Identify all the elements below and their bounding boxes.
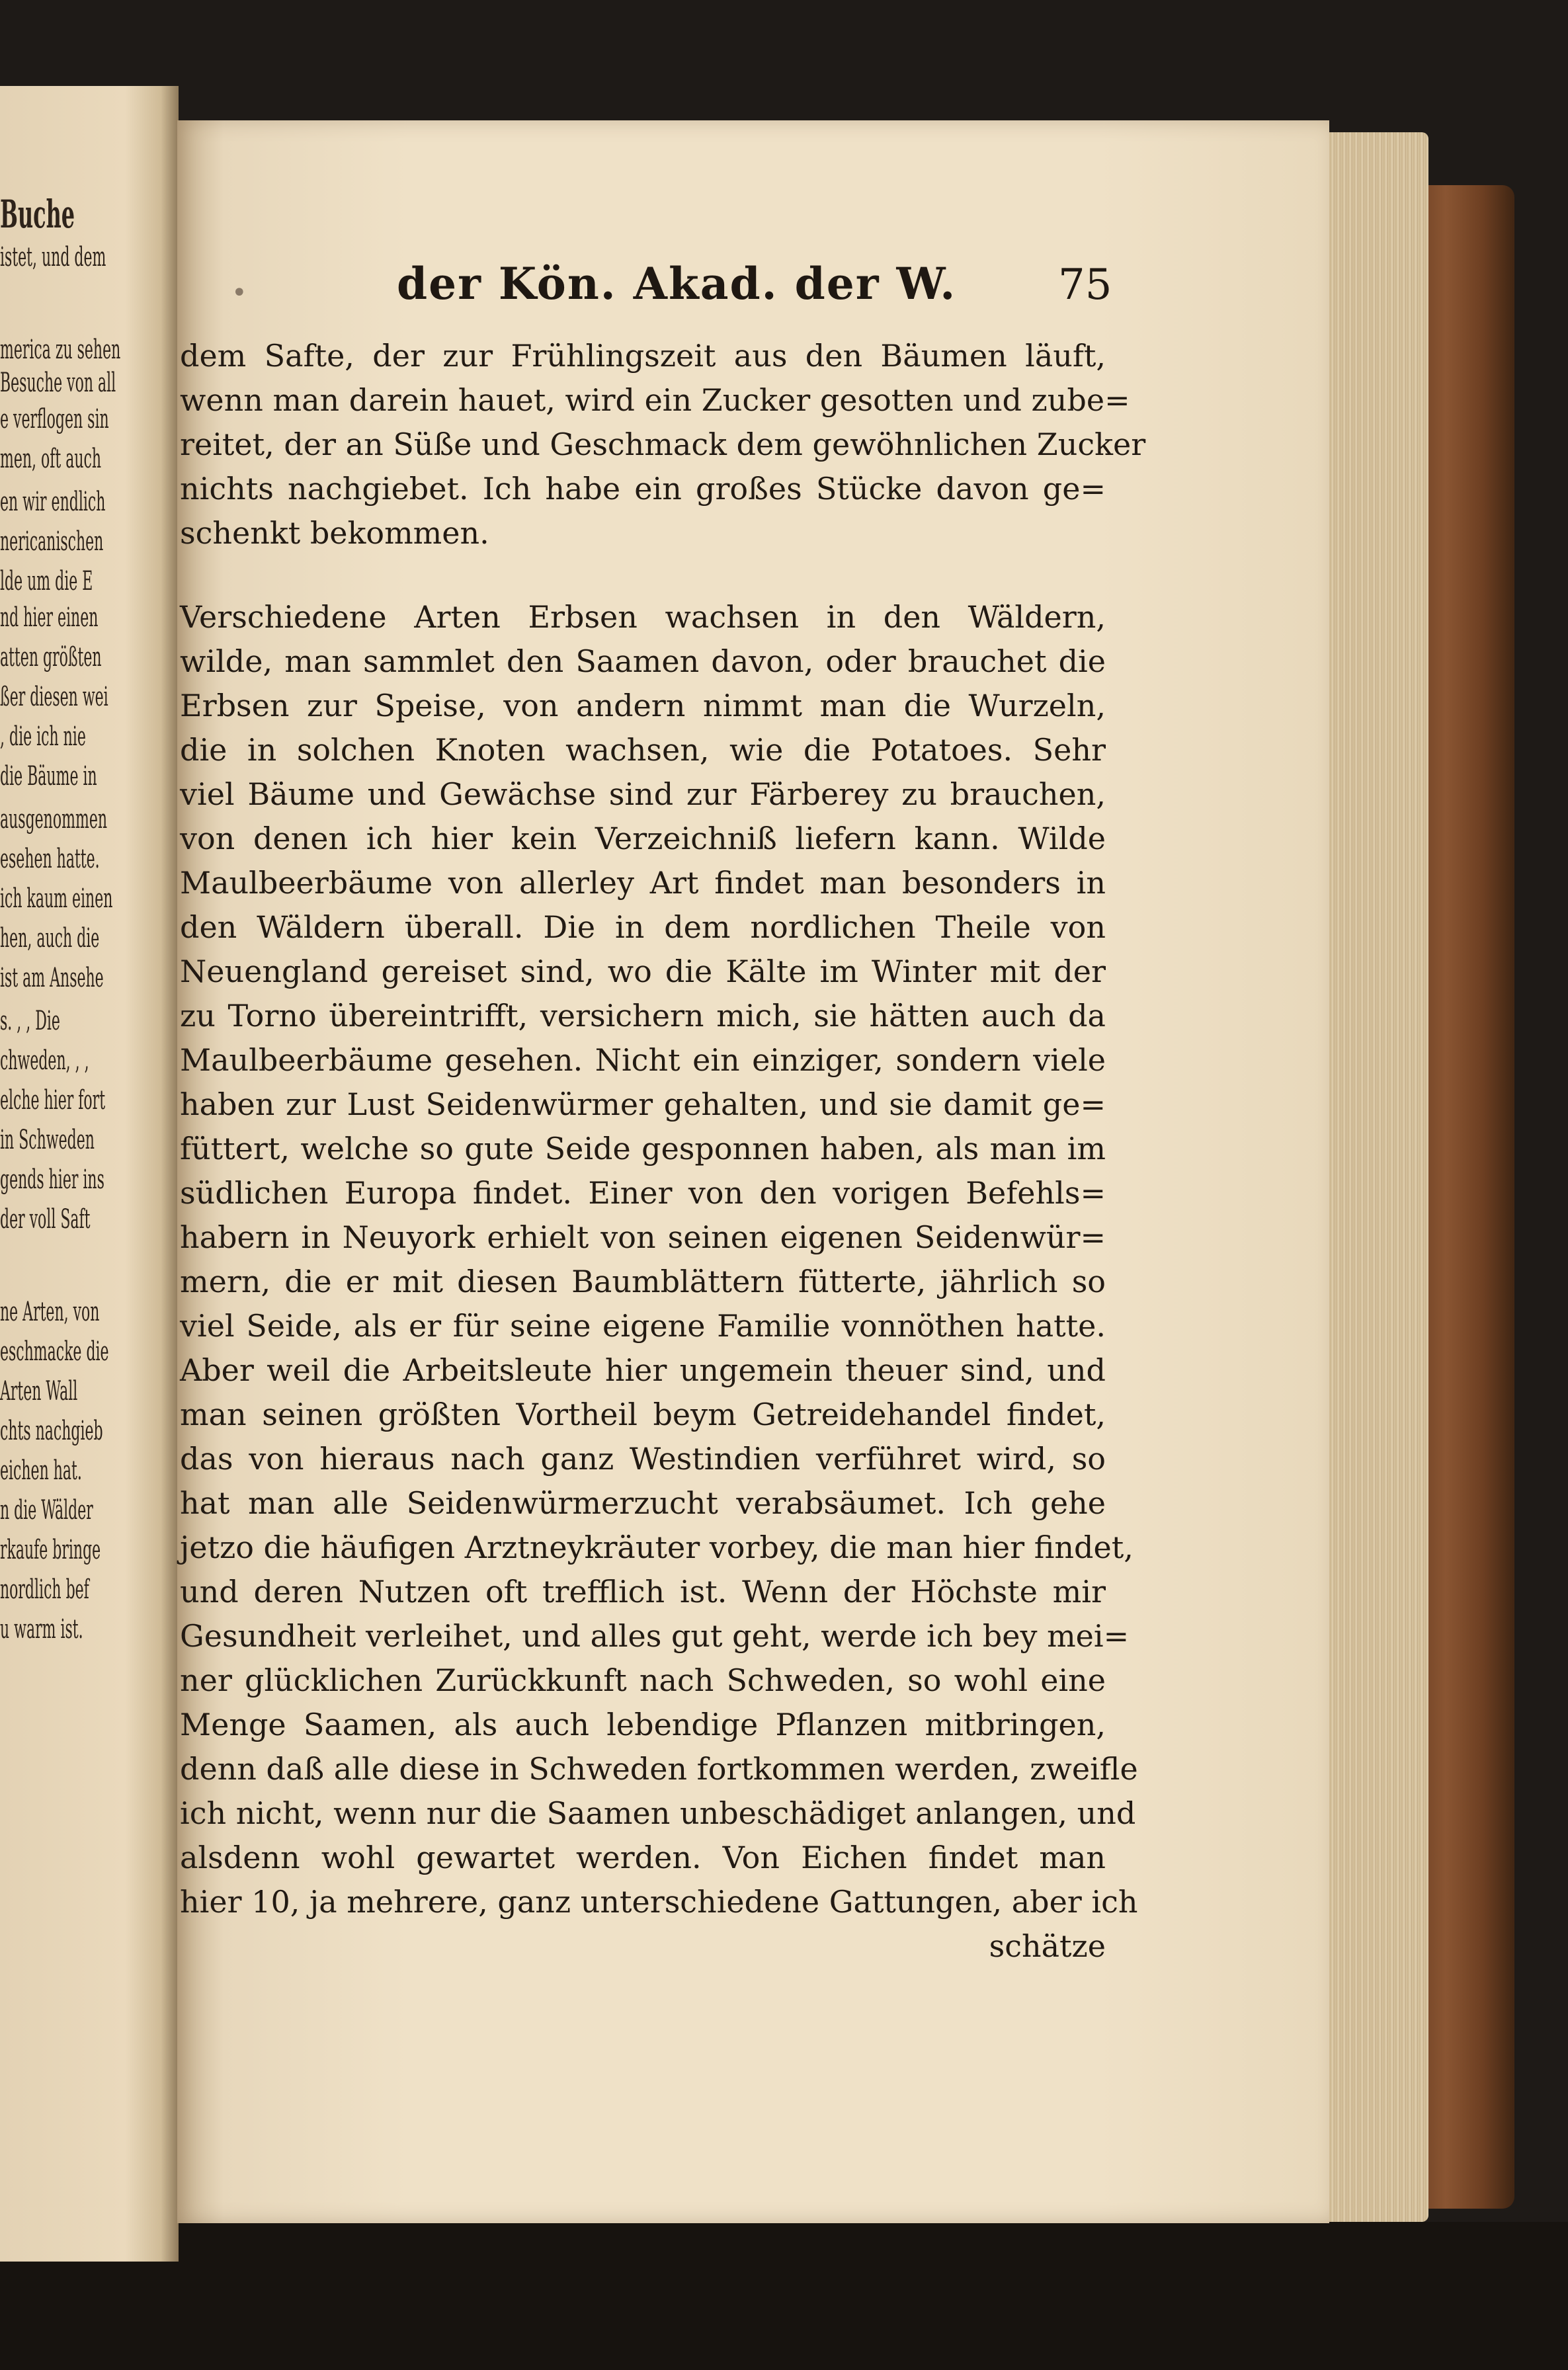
left-page-line: nd hier einen: [0, 602, 99, 633]
left-page-line: s. , , Die: [0, 1006, 60, 1036]
text-line: viel Seide, als er für seine eigene Familie vonnöthen hatte.: [180, 1308, 1106, 1344]
text-line: viel Bäume und Gewächse sind zur Färberey zu brauchen,: [180, 776, 1106, 812]
left-page-line: ßer diesen wei: [0, 682, 108, 712]
left-page-line: ist am Ansehe: [0, 963, 104, 993]
text-line: südlichen Europa findet. Einer von den vorigen Befehls=: [180, 1175, 1106, 1211]
left-page-line: gends hier ins: [0, 1165, 104, 1195]
text-line: den Wäldern überall. Die in dem nordlichen Theile von: [180, 909, 1106, 945]
page-header: [231, 258, 1157, 324]
left-page-line: ich kaum einen: [0, 883, 113, 914]
text-line: hat man alle Seidenwürmerzucht verabsäumet. Ich gehe: [180, 1485, 1106, 1521]
text-line: habern in Neuyork erhielt von seinen eigenen Seidenwür=: [180, 1219, 1106, 1255]
text-line: Menge Saamen, als auch lebendige Pflanzen mitbringen,: [180, 1707, 1106, 1742]
left-page-line: hen, auch die: [0, 923, 100, 954]
text-line: zu Torno übereintrifft, versichern mich, sie hätten auch da: [180, 998, 1106, 1034]
text-line: Gesundheit verleihet, und alles gut geht, werde ich bey mei=: [180, 1618, 1130, 1654]
text-line: alsdenn wohl gewartet werden. Von Eichen findet man: [180, 1840, 1106, 1875]
left-page-line: chts nachgieb: [0, 1416, 103, 1446]
text-line: dem Safte, der zur Frühlingszeit aus den Bäumen läuft,: [180, 338, 1106, 374]
header-mark: •: [231, 278, 247, 308]
left-page-line: der voll Saft: [0, 1204, 91, 1235]
text-line: schenkt bekommen.: [180, 515, 489, 551]
text-line: und deren Nutzen oft trefflich ist. Wenn der Höchste mir: [180, 1574, 1106, 1610]
left-page-line: e verflogen sin: [0, 404, 109, 434]
text-line: Aber weil die Arbeitsleute hier ungemein theuer sind, und: [180, 1352, 1106, 1388]
left-page-line: lde um die E: [0, 566, 93, 596]
catchword: schätze: [989, 1928, 1106, 1964]
text-line: Maulbeerbäume von allerley Art findet man besonders in: [180, 865, 1106, 901]
text-line: Erbsen zur Speise, von andern nimmt man die Wurzeln,: [180, 688, 1106, 723]
left-page-line: esehen hatte.: [0, 844, 100, 874]
left-page-line: rkaufe bringe: [0, 1535, 101, 1565]
page-edges: [1323, 132, 1428, 2222]
left-page-line: merica zu sehen: [0, 335, 121, 365]
left-page-line: ne Arten, von: [0, 1297, 100, 1327]
left-page-line: istet, und dem: [0, 242, 106, 272]
left-page-line: die Bäume in: [0, 761, 97, 792]
left-page-line: chweden, , ,: [0, 1045, 89, 1076]
running-head: der Kön. Akad. der W.: [397, 258, 957, 309]
left-page-line: eschmacke die: [0, 1336, 109, 1367]
text-line: Verschiedene Arten Erbsen wachsen in den Wäldern,: [180, 599, 1106, 635]
text-line: die in solchen Knoten wachsen, wie die Potatoes. Sehr: [180, 732, 1106, 768]
text-line: das von hieraus nach ganz Westindien verführet wird, so: [180, 1441, 1106, 1477]
left-page-line: en wir endlich: [0, 487, 106, 517]
text-line: von denen ich hier kein Verzeichniß liefern kann. Wilde: [180, 821, 1106, 856]
text-line: Maulbeerbäume gesehen. Nicht ein einziger, sondern viele: [180, 1042, 1106, 1078]
book-cover-bottom: [0, 2222, 1568, 2370]
text-line: mern, die er mit diesen Baumblättern fütterte, jährlich so: [180, 1264, 1106, 1299]
text-line: jetzo die häufigen Arztneykräuter vorbey, die man hier findet,: [180, 1530, 1134, 1565]
text-line: wilde, man sammlet den Saamen davon, oder brauchet die: [180, 643, 1106, 679]
left-page-line: men, oft auch: [0, 444, 102, 474]
text-line: wenn man darein hauet, wird ein Zucker gesotten und zube=: [180, 382, 1130, 418]
page-number: 75: [1058, 261, 1112, 309]
left-page-line: Buche: [0, 192, 75, 237]
text-line: hier 10, ja mehrere, ganz unterschiedene Gattungen, aber ich: [180, 1884, 1138, 1920]
left-page-line: Arten Wall: [0, 1376, 78, 1407]
text-line: füttert, welche so gute Seide gesponnen haben, als man im: [180, 1131, 1106, 1166]
text-line: ner glücklichen Zurückkunft nach Schweden, so wohl eine: [180, 1662, 1106, 1698]
left-page-line: eichen hat.: [0, 1455, 82, 1486]
text-line: denn daß alle diese in Schweden fortkommen werden, zweifle: [180, 1751, 1138, 1787]
left-page-line: u warm ist.: [0, 1614, 83, 1645]
text-line: man seinen größten Vortheil beym Getreidehandel findet,: [180, 1397, 1106, 1432]
text-line: Neuengland gereiset sind, wo die Kälte im Winter mit der: [180, 954, 1106, 989]
left-page-line: Besuche von all: [0, 368, 116, 398]
body-text: [180, 334, 1146, 1969]
text-line: reitet, der an Süße und Geschmack dem gewöhnlichen Zucker: [180, 427, 1146, 462]
paragraph-gap: [180, 555, 1106, 595]
text-line: ich nicht, wenn nur die Saamen unbeschädiget anlangen, und: [180, 1795, 1136, 1831]
left-page-line: , die ich nie: [0, 721, 86, 752]
text-line: haben zur Lust Seidenwürmer gehalten, und sie damit ge=: [180, 1086, 1106, 1122]
left-page-line: ausgenommen: [0, 804, 108, 835]
left-facing-page: [0, 86, 179, 2262]
left-page-line: nericanischen: [0, 526, 104, 557]
text-line: nichts nachgiebet. Ich habe ein großes Stücke davon ge=: [180, 471, 1106, 507]
left-page-line: n die Wälder: [0, 1495, 93, 1526]
left-page-line: elche hier fort: [0, 1085, 106, 1116]
left-page-line: atten größten: [0, 642, 102, 673]
left-page-line: in Schweden: [0, 1125, 95, 1155]
left-page-line: nordlich bef: [0, 1574, 89, 1605]
